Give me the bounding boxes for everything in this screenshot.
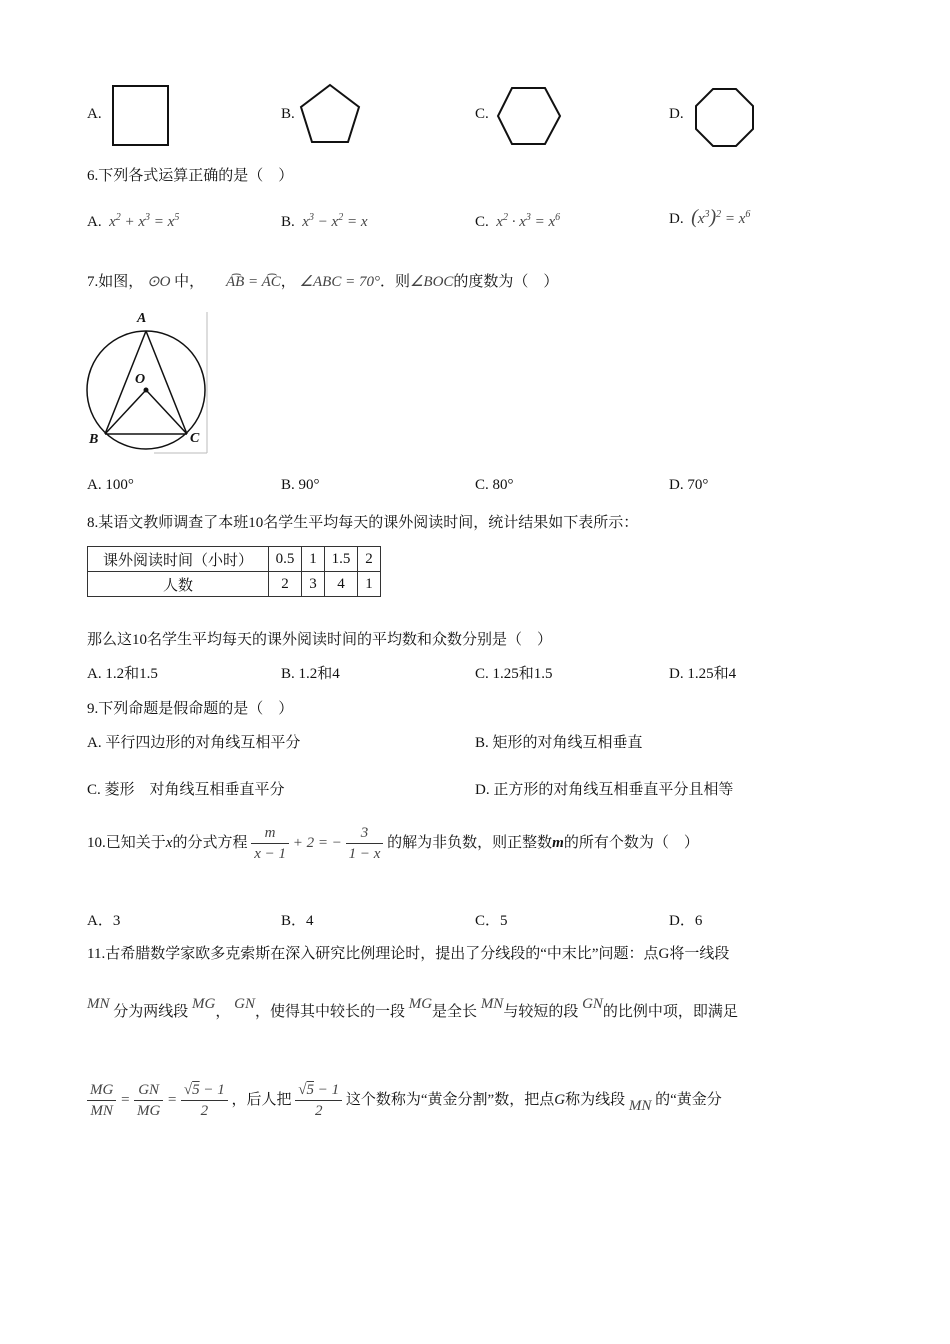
q6-option-d-label: D. [669,211,684,227]
segment-mg: MG [192,996,216,1012]
q10-option-a: A．3 [87,913,121,929]
q6-option-a [87,212,179,231]
arc-equality-expression: A͡B = A͡C [225,274,281,290]
angle-boc-expression: ∠BOC [409,274,454,290]
fraction-mg-over-mn: $\frac{MG}{MN}$ [87,1080,116,1121]
q11-line2-f: 的比例中项，即满足 [602,1004,738,1020]
table-cell: 人数 [88,572,269,597]
table-cell: 0.5 [269,547,302,572]
q8-option-a: A. 1.2和1.5 [87,666,158,682]
circle-o-expression: ⊙O [147,274,171,290]
q10-option-b: B．4 [281,913,314,929]
q6-option-a-expression: $x^2 + x^3 = x^5$ [105,212,180,230]
q6-option-c-label: C. [475,214,489,230]
table-cell: 4 [325,572,358,597]
fraction-golden-ratio: $\frac{√5 - 1}{2}$ [181,1080,228,1121]
table-cell: 1.5 [325,547,358,572]
q6-option-b [281,212,368,231]
q7-stem-then: ．则 [379,274,410,290]
q7-option-a: A. 100° [87,477,134,493]
q11-line3 [87,1080,722,1121]
fraction-golden-ratio-2: $\frac{√5 - 1}{2}$ [295,1080,342,1121]
segment-mg-2: MG [408,996,433,1012]
q7-option-b: B. 90° [281,477,320,493]
q10-stem [87,823,699,864]
q6-option-c [475,212,560,231]
equals-sign: = [120,1091,131,1108]
q7-option-d: D. 70° [669,477,709,493]
q6-option-b-label: B. [281,214,295,230]
q10-var-m: m [552,834,564,851]
q7-stem-prefix: 7.如图， [87,274,144,290]
q8-option-b: B. 1.2和4 [281,666,340,682]
table-cell: 课外阅读时间（小时） [88,547,269,572]
octagon-shape [693,86,757,150]
hexagon-shape [495,85,563,147]
figure-label-a: A [137,311,147,326]
q9-option-b: B. 矩形的对角线互相垂直 [475,735,643,751]
q11-line2 [87,994,738,1022]
q9-option-a: A. 平行四边形的对角线互相平分 [87,735,301,751]
segment-mn: MN [87,996,110,1012]
fraction-gn-over-mg: $\frac{GN}{MG}$ [134,1080,163,1121]
fraction-m-over-x-minus-1: $\frac{m}{x - 1}$ [251,823,289,864]
q10-stem-suffix-2: 的所有个数为（ ） [563,834,699,851]
q11-line2-b: ， [215,1004,231,1020]
q7-stem-suffix: 的度数为（ ） [453,274,559,290]
q11-line3-a: ，后人把 [231,1091,292,1108]
q11-line3-d: 的“黄金分 [655,1091,722,1108]
q10-stem-suffix-1: 的解为非负数，则正整数 [387,834,553,851]
q8-question: 那么这10名学生平均每天的课外阅读时间的平均数和众数分别是（ ） [87,632,553,648]
segment-gn-2: GN [582,996,603,1012]
q6-option-a-label: A. [87,214,102,230]
q11-line2-a: 分为两线段 [113,1004,189,1020]
q8-option-d: D. 1.25和4 [669,666,737,682]
table-cell: 2 [269,572,302,597]
figure-label-o: O [135,372,146,387]
q7-stem-mid: 中， [174,274,205,290]
q10-option-d: D．6 [669,913,703,929]
q6-option-c-expression: $x^2 \cdot x^3 = x^6$ [492,212,561,230]
q8-option-c: C. 1.25和1.5 [475,666,553,682]
q7-stem [87,270,558,291]
q6-option-b-expression: $x^3 - x^2 = x$ [298,212,368,230]
fraction-3-over-1-minus-x: $\frac{3}{1 - x}$ [346,823,384,864]
q6-option-d [669,206,750,229]
angle-abc-expression: ∠ABC = 70° [299,274,380,290]
q9-option-c: C. 菱形 对角线互相垂直平分 [87,782,285,798]
q10-stem-prefix: 10.已知关于 [87,834,166,851]
q11-point-g: G [554,1091,566,1108]
segment-mn-3: MN [628,1097,652,1114]
reading-time-table [87,546,381,597]
table-row [88,572,381,597]
q6-stem: 6.下列各式运算正确的是（ ） [87,168,294,184]
q10-option-c: C．5 [475,913,508,929]
segment-gn: GN [234,996,255,1012]
q11-line1: 11.古希腊数学家欧多克索斯在深入研究比例理论时，提出了分线段的“中末比”问题：点G将一线段 [87,946,730,962]
q9-option-d: D. 正方形的对角线互相垂直平分且相等 [475,782,734,798]
table-cell: 1 [302,547,325,572]
figure-label-b: B [89,432,99,447]
q11-line2-c: ，使得其中较长的一段 [254,1004,405,1020]
q7-option-c: C. 80° [475,477,514,493]
q5-option-b-label: B. [281,106,295,122]
q7-stem-comma: ， [280,274,296,290]
q5-option-d-label: D. [669,106,684,122]
table-cell: 3 [302,572,325,597]
q11-line2-d: 是全长 [432,1004,478,1020]
square-shape [110,83,172,149]
q11-line3-c: 称为线段 [565,1091,626,1108]
q10-stem-mid: 的分式方程 [172,834,248,851]
equals-sign: = [167,1091,178,1108]
table-row [88,547,381,572]
table-cell: 2 [358,547,381,572]
segment-mn-2: MN [480,996,504,1012]
figure-label-c: C [190,431,200,446]
table-cell: 1 [358,572,381,597]
q10-var-x: x [165,834,173,851]
q11-line2-e: 与较短的段 [503,1004,579,1020]
q9-stem: 9.下列命题是假命题的是（ ） [87,701,294,717]
pentagon-shape [298,82,364,146]
plus-two-equals: + 2 = − [292,834,342,851]
q5-option-a-label: A. [87,106,102,122]
q11-line3-b: 这个数称为“黄金分割”数，把点 [345,1091,555,1108]
q6-option-d-expression: $(x^3)^2 = x^6$ [691,206,751,228]
q8-stem: 8.某语文教师调查了本班10名学生平均每天的课外阅读时间，统计结果如下表所示： [87,515,639,531]
q5-option-c-label: C. [475,106,489,122]
